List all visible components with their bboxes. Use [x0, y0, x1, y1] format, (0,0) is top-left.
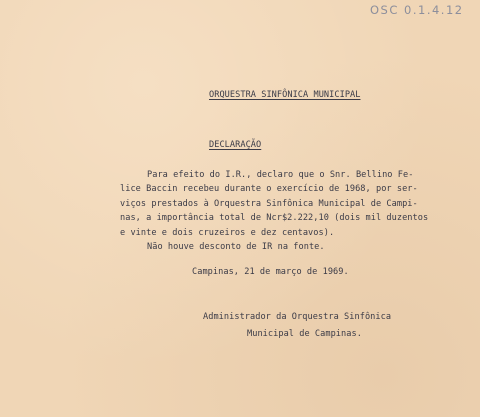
- body-line: e vinte e dois cruzeiros e dez centavos).: [120, 227, 335, 238]
- signature-line: Administrador da Orquestra Sinfônica: [203, 312, 392, 322]
- document-title: ORQUESTRA SINFÔNICA MUNICIPAL: [209, 90, 361, 100]
- body-line: viços prestados à Orquestra Sinfônica Municipal de Campi-: [120, 198, 418, 209]
- signature-block: [203, 309, 391, 343]
- date-line: Campinas, 21 de março de 1969.: [192, 267, 349, 277]
- body-line: Para efeito do I.R., declaro que o Snr. Bellino Fe-: [147, 170, 414, 180]
- signature-line: Municipal de Campinas.: [247, 329, 362, 339]
- archive-reference-code: OSC 0.1.4.12: [370, 3, 464, 17]
- document-heading: DECLARAÇÃO: [209, 140, 262, 150]
- declaration-body: [120, 168, 428, 254]
- body-line: lice Baccin recebeu durante o exercício de 1968, por ser-: [120, 184, 418, 195]
- body-line: Não houve desconto de IR na fonte.: [147, 241, 325, 252]
- body-line: nas, a importância total de Ncr$2.222,10 (dois mil duzentos: [120, 213, 429, 224]
